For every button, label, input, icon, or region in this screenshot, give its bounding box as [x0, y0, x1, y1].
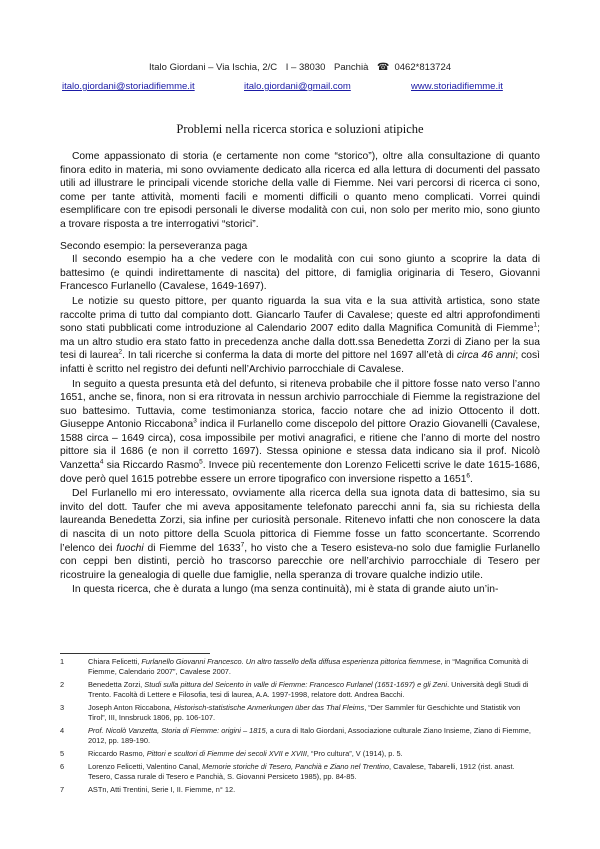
footnote-ref-4[interactable]: 4 [99, 458, 104, 466]
footnotes [60, 657, 540, 798]
footnote-ref-1[interactable]: 1 [533, 321, 538, 329]
town: Panchià [334, 62, 369, 73]
footnote: 1 Chiara Felicetti, Furlanello Giovanni Francesco. Un altro tassello della diffusa esperienza pittorica fiemmese, in “Magnifica Comunità di Fiemme, Calendario 2007”, Cavalese 2007. [60, 657, 528, 676]
paragraph-4: Del Furlanello mi ero interessato, ovviamente alla ricerca della sua ignota data di battesimo, sia su invito del dott. Taufer che mi aveva appositamente telefonato parecchi anni fa, sia su richiesta della laureanda Benedetta Zorzi, sia infine per curiosità personale. Ritenevo infatti che non conoscere la data di nascita di un noto pittore della Scuola pittorica di Fiemme fosse un fatto sconcertante. Scorrendo l’elenco dei fuochi di Fiemme del 1633$^7$, ho visto che a Tesero esisteva-no solo due famiglie Furlanello con ceppi ben distinti, perciò ho trascorso parecchie ore nell’archivio parrocchiale di Tesero per ricostruire la genealogia di quelle due famiglie, nella speranza di trovare qualche indizio utile. [60, 488, 540, 581]
footnote-divider [60, 653, 210, 654]
letterhead-links [0, 81, 600, 95]
letterhead-address [0, 62, 600, 73]
paragraph-2: Le notizie su questo pittore, per quanto riguarda la sua vita e la sua attività artistica, sono state raccolte prima di tutto dal compianto dott. Giancarlo Taufer di Cavalese; queste ed altri approfondimenti sono stati pubblicati come introduzione al Calendario 2007 edito dalla Magnifica Comunità di Fiemme$^1$; ma un altro studio era stato fatto in precedenza anche dalla dott.ssa Benedetta Zorzi di Ziano per la sua tesi di laurea$^2$. In tali ricerche si conferma la data di morte del pittore nel 1697 all’età di circa 46 anni; così infatti è scritto nel registro dei defunti nell’Archivio parrocchiale di Cavalese. [60, 295, 540, 375]
footnote-ref-6[interactable]: 6 [466, 472, 471, 480]
postcode: I – 38030 [285, 62, 326, 73]
footnote-ref-5[interactable]: 5 [199, 458, 203, 466]
footnote: 5 Riccardo Rasmo, Pittori e scultori di Fiemme dei secoli XVII e XVIII, “Pro cultura”, V (1914), p. 5. [60, 749, 403, 758]
email-link-primary[interactable]: italo.giordani@storiadifiemme.it [62, 81, 195, 92]
paragraph-5: In questa ricerca, che è durata a lungo (ma senza continuità), mi è stata di grande aiuto un’in- [72, 584, 499, 596]
intro-paragraph: Come appassionato di storia (e certamente non come “storico”), oltre alla consultazione di quanto finora edito in materia, mi sono ovviamente dedicato alla ricerca ed alla lettura di documenti del passato utili ad illustrare le principali vicende storiche della valle di Fiemme. Nei vari percorsi di ricerca ci sono, come per tante attività, momenti facili e momenti difficili o quanto meno complicati. Vorrei quindi esemplificare con tre episodi personali le diverse modalità con cui, non solo per merito mio, sono giunto a trovare risposta a tre interrogativi “storici”. [60, 151, 540, 230]
phone-number: 0462*813724 [394, 62, 452, 73]
footnote: 7 ASTn, Atti Trentini, Serie I, II. Fiemme, n° 12. [60, 785, 236, 794]
footnote: 4 Prof. Nicolò Vanzetta, Storia di Fiemme: origini – 1815, a cura di Italo Giordani, Associazione culturale Ziano Insieme, Ziano di Fiemme, 2012, pp. 189-190. [60, 726, 531, 745]
paragraph-1: Il secondo esempio ha a che vedere con le modalità con cui sono giunto a scoprire la data di battesimo (e quindi indirettamente di nascita) del pittore, di famiglia originaria di Tesero, Giovanni Francesco Furlanello (Cavalese, 1649-1697). [60, 254, 540, 293]
paragraph-3: In seguito a questa presunta età del defunto, si riteneva probabile che il pittore fosse nato verso l’anno 1651, anche se, finora, non si era ritrovata in nessun archivio parrocchiale di Fiemme la registrazione del suo battesimo. Tuttavia, come testimonianza storica, faccio notare che ad inizio Ottocento il dott. Giuseppe Antonio Riccabona$^3$ indica il Furlanello come discepolo del pittore Orazio Giovanelli (Cavalese, 1588 circa – 1649 circa), cosa impossibile per motivi anagrafici, e ritiene che l’anno di morte del nostro pittore sia il 1686 (e non il corretto 1697). Stessa opinione e stessa data indicano sia il prof. Nicolò Vanzetta$^4$ sia Riccardo Rasmo$^5$. Invece più recentemente don Lorenzo Felicetti scrive le date 1615-1686, dove però quel 1615 potrebbe essere un errore tipografico con inversione rispetto a 1651$^6$. [60, 378, 540, 485]
email-link-secondary[interactable]: italo.giordani@gmail.com [244, 81, 351, 92]
article-title: Problemi nella ricerca storica e soluzioni atipiche [176, 122, 424, 136]
footnote: 6 Lorenzo Felicetti, Valentino Canal, Memorie storiche di Tesero, Panchià e Ziano nel Trentino, Cavalese, Tabarelli, 1912 (rist. anast. Tesero, Cassa rurale di Tesero e Panchià, S. Giovanni Persiceto 1985), pp. 84-85. [60, 762, 515, 781]
website-link[interactable]: www.storiadifiemme.it [411, 81, 503, 92]
article-body [60, 150, 540, 598]
footnote-ref-2[interactable]: 2 [118, 348, 123, 356]
phone-icon: ☎ [377, 62, 390, 73]
footnote-ref-7[interactable]: 7 [240, 541, 245, 549]
section-heading: Secondo esempio: la perseveranza paga [60, 240, 248, 252]
footnote-ref-3[interactable]: 3 [193, 417, 197, 425]
footnote: 2 Benedetta Zorzi, Studi sulla pittura del Seicento in valle di Fiemme: Francesco Furlanel (1651-1697) e gli Zeni. Università degli Studi di Trento. Facoltà di Lettere e Filosofia, tesi di laurea, A.A. 1997-1998, relatore dott. Andrea Bacchi. [60, 680, 529, 699]
footnote: 3 Joseph Anton Riccabona, Historisch-statistische Anmerkungen über das Thal Fleims, “Der Sammler für Geschichte und Statistik von Tirol”, III, Innsbruck 1806, pp. 106-107. [60, 703, 521, 722]
author-address: Italo Giordani – Via Ischia, 2/C [148, 62, 278, 73]
